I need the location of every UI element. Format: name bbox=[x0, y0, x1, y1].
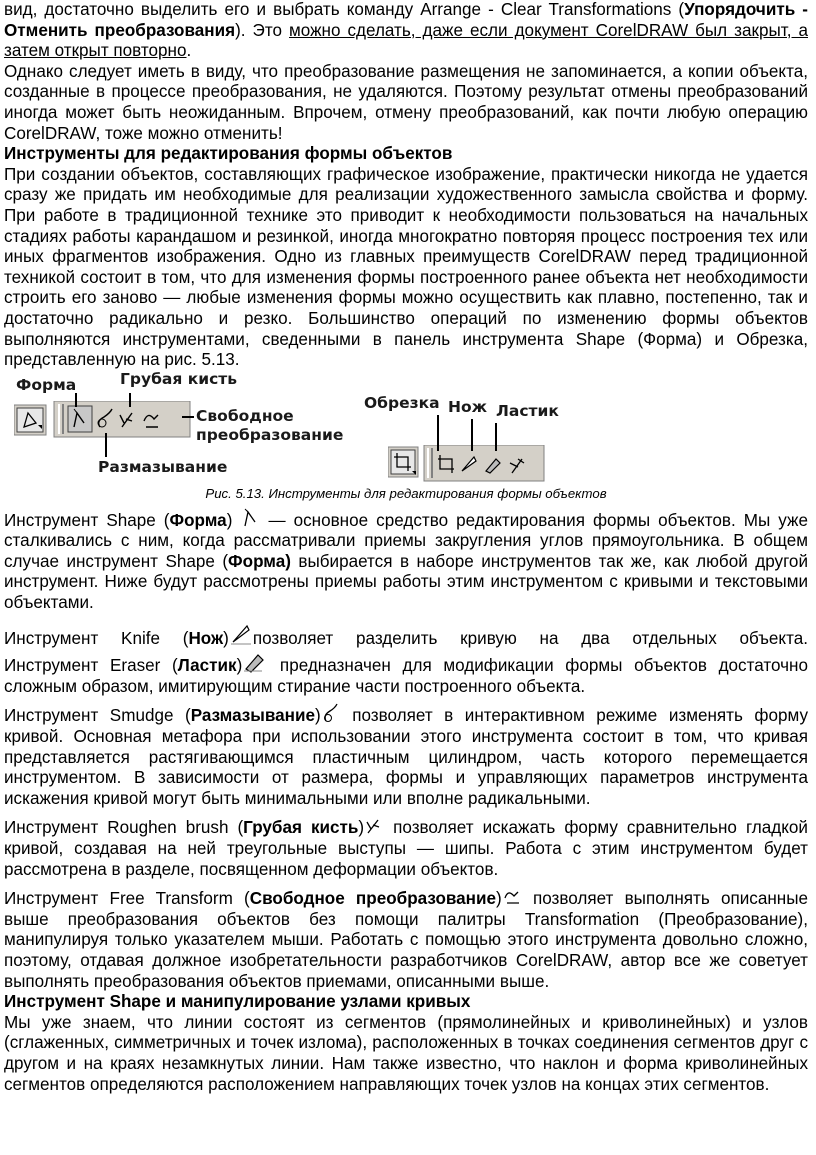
intro-paragraph bbox=[4, 0, 808, 62]
eraser-tool-icon bbox=[242, 649, 268, 673]
eraser-text-1: Инструмент Eraser ( bbox=[4, 656, 178, 676]
roughen-bold: Грубая кисть bbox=[243, 818, 359, 838]
figure-5-13 bbox=[4, 369, 808, 486]
label-svobodnoe-line1: Свободное bbox=[196, 406, 294, 425]
intro-text-2: ). Это bbox=[235, 20, 290, 40]
shape-text-2: ) bbox=[226, 510, 241, 530]
label-grubaya-kist: Грубая кисть bbox=[120, 369, 238, 388]
smudge-text-1: Инструмент Smudge ( bbox=[4, 706, 191, 726]
knife-tool-icon bbox=[229, 620, 253, 646]
shape-paragraph bbox=[4, 508, 808, 614]
eraser-text-2: ) bbox=[236, 656, 243, 676]
knife-bold: Нож bbox=[188, 628, 224, 648]
shape-text-1: Инструмент Shape ( bbox=[4, 510, 170, 530]
heading-tools: Инструменты для редактирования формы объектов bbox=[4, 144, 453, 164]
shape-tool-icon bbox=[240, 508, 260, 530]
knife-text-1: Инструмент Knife ( bbox=[4, 628, 189, 648]
roughen-text-3: позволяет искажать форму сравнительно гладкой кривой, создавая на ней треугольные выступы — шипы. Работа с этим инструментом будет рассмотрена в разделе, посвященном деформации объектов. bbox=[4, 818, 808, 879]
smudge-text-2: ) bbox=[315, 706, 321, 726]
intro-bold-command: Упорядочить - Отменить преобразования bbox=[4, 0, 808, 40]
shape-bold-2: Форма) bbox=[228, 551, 291, 571]
free-bold: Свободное преобразование bbox=[249, 889, 497, 909]
roughen-paragraph bbox=[4, 815, 808, 880]
shape-text-4: выбирается в наборе инструментов так же, как любой другой инструмент. Ниже будут рассмотрены приемы работы этим инструментом с кривыми и текстовыми объектами. bbox=[4, 551, 808, 613]
label-forma: Форма bbox=[16, 375, 77, 394]
knife-text-3: позволяет разделить кривую на два отдельных объекта. bbox=[252, 628, 808, 648]
free-transform-paragraph bbox=[4, 886, 808, 992]
intro-text-3: . bbox=[186, 41, 192, 61]
smudge-text-3: позволяет в интерактивном режиме изменять форму кривой. Основная метафора при использовании этого инструмента состоит в том, что кривая представляется растягивающимся пластичным цилиндром, часть которого перемещается инструментом. В зависимости от размера, формы и управляющих параметров инструмента искажения кривой могут быть минимальными или вполне радикальными. bbox=[4, 706, 808, 808]
smudge-tool-icon bbox=[321, 703, 341, 725]
free-transform-icon bbox=[502, 886, 522, 908]
label-lastik: Ластик bbox=[496, 401, 559, 420]
smudge-bold: Размазывание bbox=[190, 706, 316, 726]
crop-toolbar-callouts bbox=[384, 373, 584, 486]
intro-text-1: вид, достаточно выделить его и выбрать команду Arrange - Clear Transformations ( bbox=[4, 0, 685, 19]
eraser-bold: Ластик bbox=[177, 656, 237, 676]
heading-shape-nodes: Инструмент Shape и манипулирование узлами кривых bbox=[4, 992, 471, 1012]
eraser-text-3: предназначен для модификации формы объектов достаточно сложным образом, имитирующим стирание части построенного объекта. bbox=[4, 656, 808, 696]
roughen-text-1: Инструмент Roughen brush ( bbox=[4, 818, 244, 838]
document-page bbox=[4, 0, 808, 1095]
tools-paragraph: При создании объектов, составляющих графическое изображение, практически никогда не удается сразу же придать им необходимые для реализации художественного замысла свойства и форму. При работе в традиционной технике это приводит к необходимости пользоваться на начальных стадиях работы карандашом и резинкой, иногда многократно повторяя процесс построения тех или иных фрагментов изображения. Одно из главных преимуществ CorelDRAW перед традиционной техникой состоит в том, что для изменения формы построенного ранее объекта нет необходимости строить его заново — любые изменения формы можно осуществить как плавно, постепенно, так и достаточно радикально и резко. Большинство операций по изменению формы объектов выполняются инструментами, сведенными в панель инструмента Shape (Форма) и Обрезка, представленную на рис. 5.13. bbox=[4, 164, 808, 370]
nodes-paragraph: Мы уже знаем, что линии состоят из сегментов (прямолинейных и криволинейных) и узлов (сглаженных, симметричных и точек излома), расположенных в точках соединения сегментов друг с другом и на краях незамкнутых линии. Нам также известно, что наклон и форма криволинейных сегментов определяются расположением направляющих точек узлов на концах этих сегментов. bbox=[4, 1012, 808, 1094]
label-nozh: Нож bbox=[448, 397, 488, 416]
intro-underlined-text: можно сделать, даже если документ CorelDRAW был закрыт, а затем открыт повторно bbox=[4, 20, 808, 61]
figure-caption: Рис. 5.13. Инструменты для редактирования формы объектов bbox=[205, 485, 607, 501]
roughen-text-2: ) bbox=[358, 818, 365, 838]
smudge-paragraph bbox=[4, 703, 808, 809]
note-paragraph: Однако следует иметь в виду, что преобразование размещения не запоминается, а копии объекта, созданные в процессе преобразования, не удаляются. Поэтому результат отмены преобразований иногда может быть неожиданным. Впрочем, отмену преобразований, как почти любую операцию CorelDRAW, тоже можно отменить! bbox=[4, 61, 808, 143]
knife-paragraph bbox=[4, 620, 808, 650]
eraser-paragraph bbox=[4, 649, 808, 697]
label-obrezka: Обрезка bbox=[364, 393, 440, 412]
roughen-brush-icon bbox=[364, 815, 384, 837]
shape-text-3: — основное средство редактирования формы объектов. Мы уже сталкивались с ним, когда рассматривали приемы закругления углов прямоугольника. В общем случае инструмент Shape ( bbox=[4, 510, 808, 571]
shape-bold-1: Форма bbox=[169, 510, 227, 530]
label-razmazyvanie: Размазывание bbox=[98, 457, 228, 476]
free-text-3: позволяет выполнять описанные выше преобразования объектов без помощи палитры Transformation (Преобразование), манипулируя только указателем мыши. Работать с помощью этого инструмента довольно сложно, поэтому, отдавая должное изобретательности разработчиков CorelDRAW, автор все же советует выполнять преобразования объектов приемами, описанными выше. bbox=[4, 889, 809, 991]
label-svobodnoe-line2: преобразование bbox=[196, 425, 344, 444]
knife-text-2: ) bbox=[223, 628, 229, 648]
free-text-1: Инструмент Free Transform ( bbox=[4, 889, 250, 909]
free-text-2: ) bbox=[496, 889, 502, 909]
